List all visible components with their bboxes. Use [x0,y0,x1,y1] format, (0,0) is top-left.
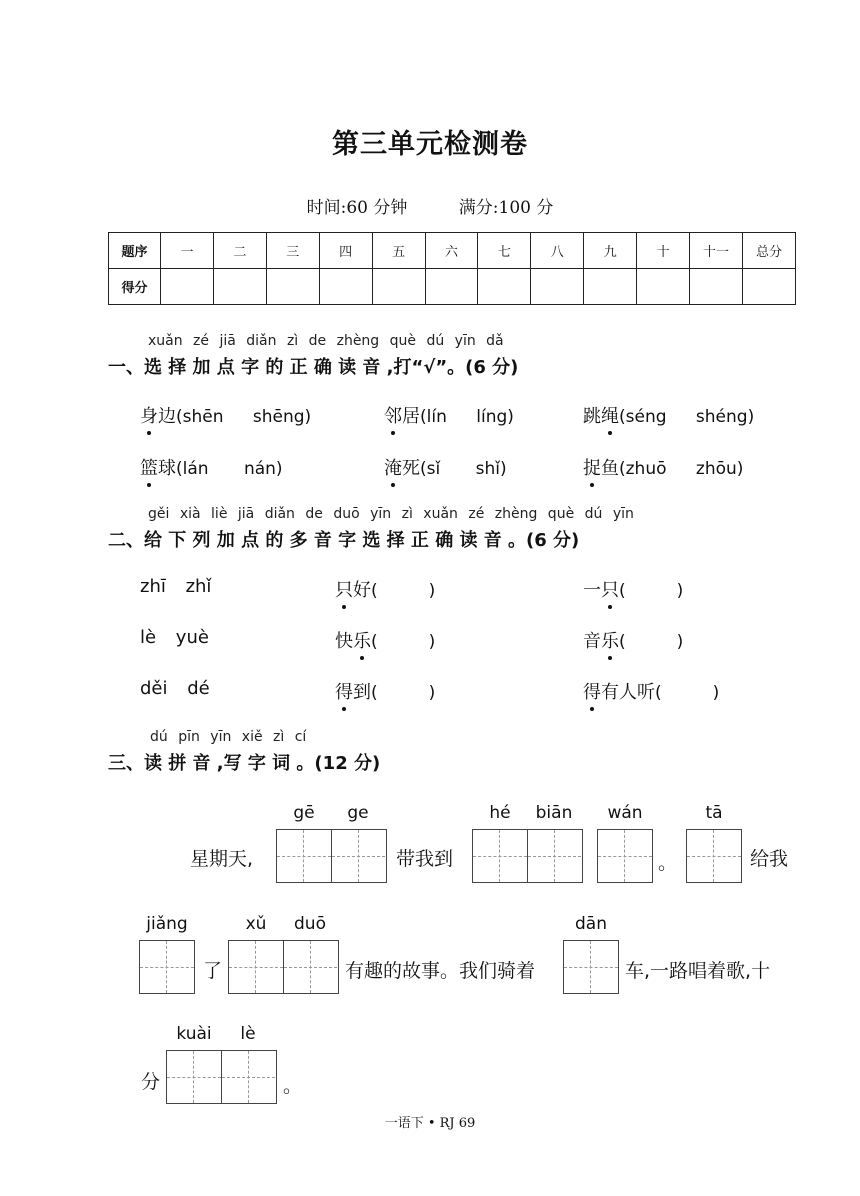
pinyin-hint: dān [575,914,607,934]
score-col-header: 十一 [690,233,743,269]
score-col-header: 十 [637,233,690,269]
section2-heading: 二、给 下 列 加 点 的 多 音 字 选 择 正 确 读 音 。(6 分) [108,530,580,551]
score-col-header: 总分 [742,233,795,269]
writing-grid[interactable] [686,829,742,883]
dotted-char: 淹 [384,458,402,479]
score-table-header-label: 题序 [109,233,161,269]
pinyin-hint: hé [489,803,511,823]
sentence-text: 有趣的故事。我们骑着 [345,960,536,982]
score-table-row-label: 得分 [109,269,161,305]
score-cell[interactable] [478,269,531,305]
section1-item[interactable]: 淹死(sǐ shǐ) [384,458,507,479]
page-footer: 一语下 • RJ 69 [384,1116,476,1131]
sentence-text: 车,一路唱着歌,十 [625,960,771,982]
pinyin-hint: lè [240,1024,256,1044]
section3-heading: 三、读 拼 音 ,写 字 词 。(12 分) [108,753,381,774]
pinyin-hint: jiǎng [146,914,188,934]
sentence-text: 。 [283,1075,303,1097]
sentence-text: 给我 [750,848,789,870]
answer-blank[interactable]: ( ) [619,581,684,601]
reading-options: (séng shéng) [619,407,755,427]
score-cell[interactable] [213,269,266,305]
score-cell[interactable] [584,269,637,305]
score-col-header: 七 [478,233,531,269]
writing-grid[interactable] [166,1050,277,1104]
dotted-char: 绳 [601,406,619,427]
score-col-header: 六 [425,233,478,269]
dotted-char: 乐 [353,631,371,652]
section2-answer-a[interactable]: 只好( ) [335,580,436,601]
writing-grid[interactable] [597,829,653,883]
writing-grid[interactable] [139,940,195,994]
score-cell[interactable] [637,269,690,305]
pinyin-hint: tā [705,803,723,823]
dotted-char: 乐 [601,631,619,652]
sentence-text: 带我到 [396,848,454,870]
section2-pinyin: gěi xià liè jiā diǎn de duō yīn zì xuǎn zé zhèng què dú yīn [148,506,634,522]
pinyin-hint: wán [607,803,643,823]
pinyin-hint: gē [293,803,315,823]
writing-grid[interactable] [276,829,387,883]
section2-answer-b[interactable]: 一只( ) [583,580,684,601]
answer-blank[interactable]: ( ) [655,683,720,703]
reading-options: (zhuō zhōu) [619,459,744,479]
score-cell[interactable] [372,269,425,305]
pinyin-hint: ge [347,803,369,823]
dotted-char: 邻 [384,406,402,427]
answer-blank[interactable]: ( ) [619,632,684,652]
reading-options: (lín líng) [420,407,514,427]
reading-pair: lè yuè [140,627,209,648]
sentence-text: 。 [658,852,678,874]
pinyin-hint: duō [294,914,326,934]
score-col-header: 二 [213,233,266,269]
dotted-char: 捉 [583,458,601,479]
writing-grid[interactable] [563,940,619,994]
score-col-header: 一 [161,233,214,269]
reading-options: (shēn shēng) [176,407,312,427]
section1-item[interactable]: 邻居(lín líng) [384,406,514,427]
exam-info [0,193,860,218]
score-col-header: 四 [319,233,372,269]
answer-blank[interactable]: ( ) [371,632,436,652]
section2-answer-a[interactable]: 快乐( ) [335,631,436,652]
score-cell[interactable] [425,269,478,305]
section1-pinyin: xuǎn zé jiā diǎn zì de zhèng què dú yīn dǎ [148,333,504,349]
score-col-header: 八 [531,233,584,269]
dotted-char: 得 [335,682,353,703]
reading-options: (sǐ shǐ) [420,459,507,479]
score-cell[interactable] [161,269,214,305]
reading-options: (lán nán) [176,459,283,479]
section1-item[interactable]: 跳绳(séng shéng) [583,406,755,427]
reading-pair: děi dé [140,678,210,699]
reading-pair: zhī zhǐ [140,576,212,597]
section2-answer-b[interactable]: 音乐( ) [583,631,684,652]
score-cell[interactable] [690,269,743,305]
score-table-header-row [109,233,796,269]
score-cell[interactable] [742,269,795,305]
section2-answer-b[interactable]: 得有人听( ) [583,682,720,703]
writing-grid[interactable] [472,829,583,883]
score-col-header: 五 [372,233,425,269]
pinyin-hint: xǔ [245,914,267,934]
section1-heading: 一、选 择 加 点 字 的 正 确 读 音 ,打“√”。(6 分) [108,357,519,378]
section1-item[interactable]: 篮球(lán nán) [140,458,283,479]
time-limit: 时间:60 分钟 [306,198,408,218]
score-table [108,232,796,305]
sentence-text: 分 [141,1071,161,1093]
sentence-text: 了 [203,960,223,982]
score-table-score-row [109,269,796,305]
dotted-char: 只 [601,580,619,601]
score-cell[interactable] [266,269,319,305]
score-col-header: 三 [266,233,319,269]
section1-item[interactable]: 捉鱼(zhuō zhōu) [583,458,744,479]
answer-blank[interactable]: ( ) [371,581,436,601]
score-cell[interactable] [531,269,584,305]
score-cell[interactable] [319,269,372,305]
pinyin-hint: biān [535,803,573,823]
page-title: 第三单元检测卷 [332,129,528,160]
dotted-char: 篮 [140,458,158,479]
full-score: 满分:100 分 [458,198,554,218]
dotted-char: 身 [140,406,158,427]
sentence-text: 星期天, [190,848,254,870]
answer-blank[interactable]: ( ) [371,683,436,703]
section3-pinyin: dú pīn yīn xiě zì cí [150,729,307,745]
writing-grid[interactable] [228,940,339,994]
section1-item[interactable]: 身边(shēn shēng) [140,406,312,427]
score-col-header: 九 [584,233,637,269]
pinyin-hint: kuài [176,1024,212,1044]
dotted-char: 得 [583,682,601,703]
dotted-char: 只 [335,580,353,601]
section2-answer-a[interactable]: 得到( ) [335,682,436,703]
